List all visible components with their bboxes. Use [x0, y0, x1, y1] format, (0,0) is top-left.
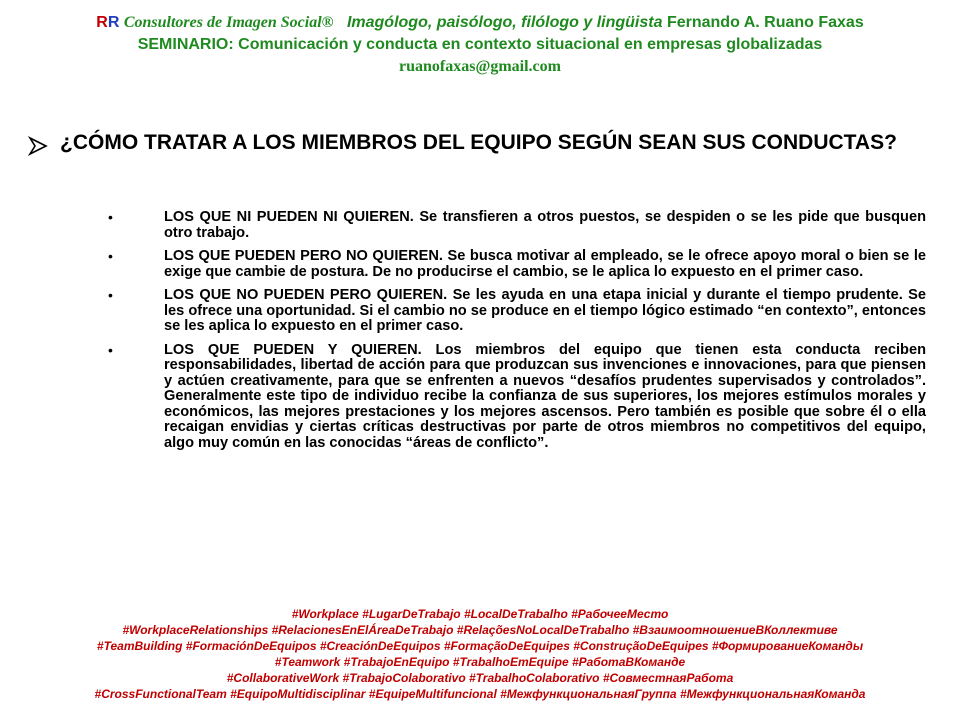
list-item	[108, 288, 926, 335]
list-item	[108, 210, 926, 241]
author-name: Fernando A. Ruano Faxas	[666, 14, 864, 31]
bullet-dot: •	[108, 287, 113, 303]
logo-letter-left: R	[96, 14, 108, 31]
list-item	[108, 249, 926, 280]
bullet-dot: •	[108, 341, 113, 358]
brand-name: Consultores de Imagen Social®	[123, 14, 334, 31]
list-item-text: LOS QUE PUEDEN PERO NO QUIEREN. Se busca motivar al empleado, se le ofrece apoyo moral o bien se le exige que cambie de postura. De no producirse el cambio, se le aplica lo expuesto en el primer caso.	[164, 248, 926, 280]
arrow-bullet-icon	[27, 135, 49, 157]
header	[0, 12, 960, 78]
logo-letter-right: R	[107, 14, 120, 31]
hashtag-line: #WorkplaceRelationships #RelacionesEnElÁreaDeTrabajo #RelaçõesNoLocalDeTrabalho #ВзаимоотношениеВКоллективе	[122, 623, 838, 637]
bullet-dot: •	[108, 248, 113, 264]
hashtag-line: #Workplace #LugarDeTrabajo #LocalDeTrabalho #РабочееМесто	[291, 607, 669, 621]
bullet-dot: •	[108, 209, 113, 225]
header-line-1	[0, 12, 960, 34]
hashtag-line: #CrossFunctionalTeam #EquipoMultidisciplinar #EquipeMultifuncional #МежфункциональнаяГруппа #МежфункциональнаяКоманда	[94, 687, 866, 701]
list-item-text: LOS QUE NO PUEDEN PERO QUIEREN. Se les ayuda en una etapa inicial y durante el tiempo prudente. Se les ofrece una oportunidad. Si el cambio no se produce en el tiempo lógico estimado “en contexto”, entonces se les aplica lo expuesto en el primer caso.	[164, 287, 926, 334]
hashtag-line: #Teamwork #TrabajoEnEquipo #TrabalhoEmEquipe #РаботаВКоманде	[274, 655, 686, 669]
seminar-title: SEMINARIO: Comunicación y conducta en contexto situacional en empresas globalizadas	[137, 36, 823, 53]
author-email: ruanofaxas@gmail.com	[399, 58, 561, 75]
behavior-list	[108, 210, 926, 459]
author-profession: Imagólogo, paisólogo, filólogo y lingüista	[346, 14, 663, 31]
list-item-text: LOS QUE PUEDEN Y QUIEREN. Los miembros del equipo que tienen esta conducta reciben responsabilidades, libertad de acción para que produzcan sus invenciones e innovaciones, para que piensen y actúen creativamente, para que se enfrenten a nuevos “desafíos prudentes supervisados y controlados”. Generalmente este tipo de individuo recibe la confianza de sus superiores, los mejores estímulos morales y económicos, las mejores prestaciones y los mejores ascensos. Pero también es posible que sobre él o ella recaigan envidias y ciertas críticas destructivas por parte de otros miembros no competitivos del equipo, algo muy común en las conocidas “áreas de conflicto”.	[164, 341, 926, 451]
main-question-text: ¿CÓMO TRATAR A LOS MIEMBROS DEL EQUIPO SEGÚN SEAN SUS CONDUCTAS?	[60, 131, 897, 154]
main-question	[27, 131, 927, 155]
hashtag-block	[0, 606, 960, 702]
hashtag-line: #TeamBuilding #FormaciónDeEquipos #CreaciónDeEquipos #FormaçãoDeEquipes #ConstruçãoDeEquipes #ФормированиеКоманды	[96, 639, 864, 653]
hashtag-line: #CollaborativeWork #TrabajoColaborativo #TrabalhoColaborativo #СовместнаяРабота	[226, 671, 734, 685]
list-item-text: LOS QUE NI PUEDEN NI QUIEREN. Se transfieren a otros puestos, se despiden o se les pide que busquen otro trabajo.	[164, 209, 926, 241]
list-item	[108, 343, 926, 452]
